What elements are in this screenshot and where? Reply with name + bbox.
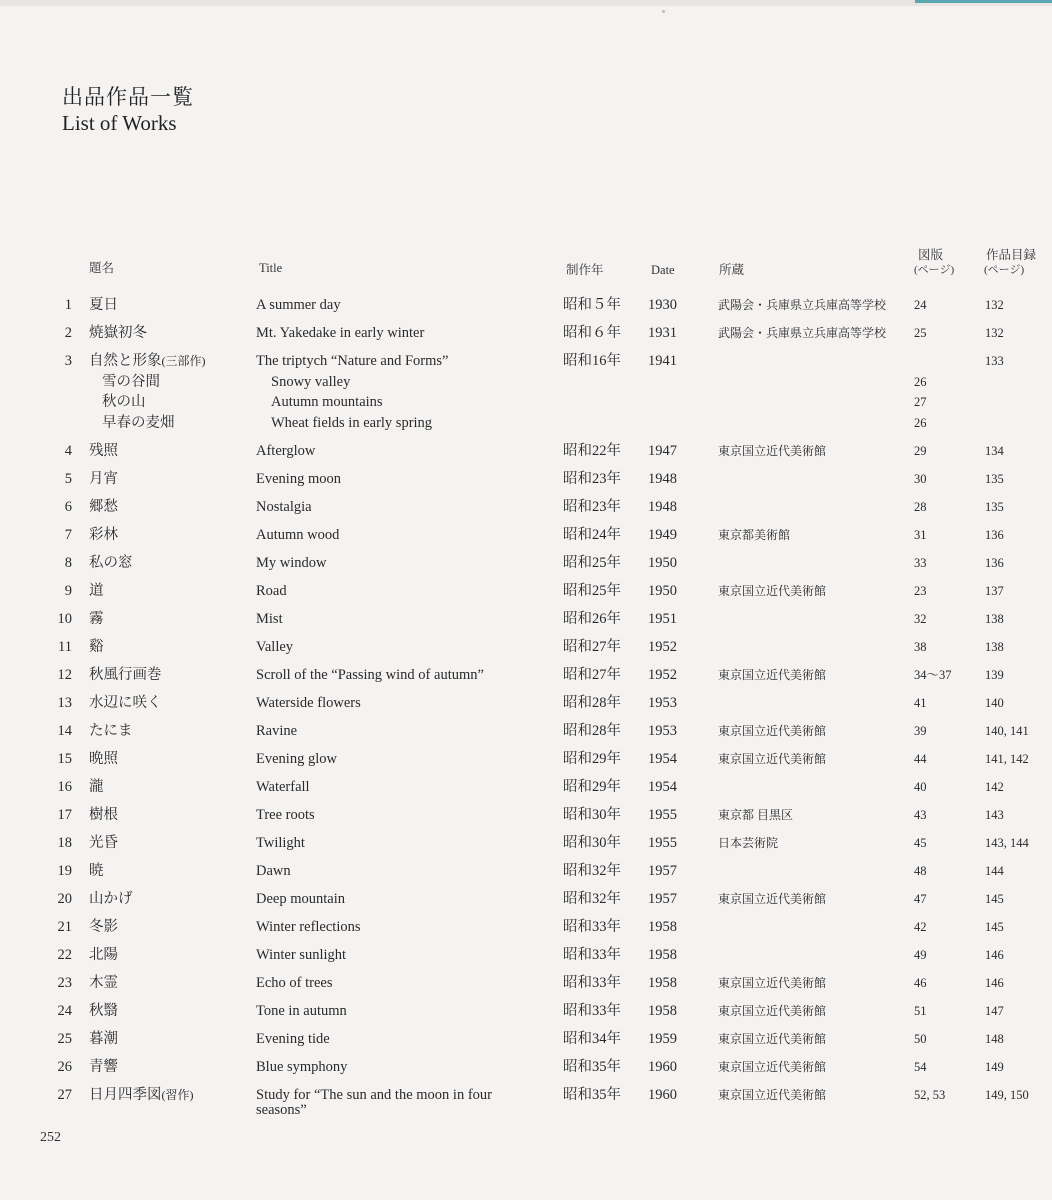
table-row [0,749,1052,769]
page-number: 252 [40,1130,61,1145]
work-title-ja [89,1085,194,1105]
part-plate-page: 26 [914,375,927,389]
work-year: 1953 [648,695,677,711]
work-title-en: Dawn [256,863,291,879]
work-era: 昭和22年 [563,443,621,459]
work-number: 4 [64,443,72,459]
table-row [0,973,1052,993]
work-title-ja: 私の窓 [89,555,133,571]
work-plate-page: 24 [914,298,927,312]
table-row [0,1001,1052,1021]
work-title-ja: 北陽 [89,947,118,963]
part-title-en: Wheat fields in early spring [271,415,433,431]
work-catalog-page: 139 [985,668,1004,682]
work-plate-page: 44 [914,752,927,766]
work-plate-page: 31 [914,528,927,542]
work-title-en: Waterside flowers [256,695,361,711]
work-year: 1959 [648,1031,677,1047]
work-collection: 武陽会・兵庫県立兵庫高等学校 [718,298,887,312]
page-top-edge [0,0,1052,6]
table-row [0,295,1052,315]
work-plate-page: 43 [914,808,927,822]
work-collection: 武陽会・兵庫県立兵庫高等学校 [718,326,887,340]
work-number: 23 [57,975,72,991]
work-era: 昭和32年 [563,863,621,879]
table-subrow [0,372,1052,392]
work-year: 1953 [648,723,677,739]
col-era: 制作年 [566,263,604,277]
work-plate-page: 40 [914,780,927,794]
work-title-ja [89,351,206,371]
work-title-en: The triptych “Nature and Forms” [256,353,449,369]
work-plate-page: 45 [914,836,927,850]
work-era: 昭和26年 [563,611,621,627]
work-year: 1952 [648,639,677,655]
heading-title-en: List of Works [62,111,177,135]
work-title-ja: 秋翳 [89,1003,118,1019]
table-row [0,693,1052,713]
work-number: 10 [57,611,72,627]
work-collection: 東京国立近代美術館 [718,1004,827,1018]
work-plate-page: 46 [914,976,927,990]
table-row [0,1085,1052,1118]
table-row [0,609,1052,629]
work-title-en: Autumn wood [256,527,340,543]
work-title-ja: 光昏 [89,835,118,851]
heading-title-ja: 出品作品一覧 [62,85,194,109]
work-year: 1955 [648,807,677,823]
work-title-ja: 霧 [89,611,104,627]
work-collection: 東京都 目黒区 [718,808,794,822]
work-number: 13 [57,695,72,711]
col-date: Date [651,263,675,277]
work-collection: 日本芸術院 [718,836,779,850]
work-number: 25 [57,1031,72,1047]
table-row [0,351,1052,371]
work-title-en: Evening moon [256,471,341,487]
table-row [0,665,1052,685]
work-number: 1 [64,297,72,313]
work-plate-page: 52, 53 [914,1088,946,1102]
table-row [0,323,1052,343]
work-number: 8 [64,555,72,571]
work-title-ja: 夏日 [89,297,118,313]
work-catalog-page: 144 [985,864,1004,878]
work-era: 昭和29年 [563,779,621,795]
work-plate-page: 47 [914,892,927,906]
work-catalog-page: 140, 141 [985,724,1029,738]
work-title-ja: 谿 [89,639,104,655]
table-row [0,777,1052,797]
table-subrow [0,413,1052,433]
work-era: 昭和23年 [563,499,621,515]
work-title-en: Blue symphony [256,1059,348,1075]
work-era: 昭和28年 [563,723,621,739]
part-title-ja: 早春の麦畑 [102,415,175,431]
work-number: 26 [57,1059,72,1075]
work-title-ja-text: 日月四季図 [89,1087,162,1103]
table-subrow [0,392,1052,412]
work-title-ja: 樹根 [89,807,118,823]
work-year: 1930 [648,297,677,313]
work-collection: 東京都美術館 [718,528,791,542]
work-era: 昭和23年 [563,471,621,487]
work-title-en: Echo of trees [256,975,333,991]
teal-edge-strip [915,0,1052,3]
work-title-en: A summer day [256,297,341,313]
work-year: 1960 [648,1059,677,1075]
work-collection: 東京国立近代美術館 [718,1060,827,1074]
work-plate-page: 38 [914,640,927,654]
work-era: 昭和30年 [563,835,621,851]
work-catalog-page: 142 [985,780,1004,794]
work-year: 1948 [648,471,677,487]
col-title-ja: 題名 [89,261,115,275]
col-collection: 所蔵 [719,263,745,277]
work-title-ja: 道 [89,583,104,599]
work-title-en: Scroll of the “Passing wind of autumn” [256,667,484,683]
work-catalog-page: 136 [985,556,1004,570]
work-era: 昭和33年 [563,1003,621,1019]
work-era: 昭和27年 [563,639,621,655]
work-era: 昭和34年 [563,1031,621,1047]
table-row [0,833,1052,853]
table-row [0,889,1052,909]
work-era: 昭和29年 [563,751,621,767]
work-title-en: Evening tide [256,1031,330,1047]
work-year: 1947 [648,443,677,459]
work-era: 昭和33年 [563,947,621,963]
work-title-ja: 残照 [89,443,118,459]
work-plate-page: 33 [914,556,927,570]
work-catalog-page: 132 [985,298,1004,312]
work-title-note: (三部作) [161,354,206,368]
work-title-ja: 木霊 [89,975,118,991]
work-title-en: Tone in autumn [256,1003,347,1019]
table-row [0,581,1052,601]
work-year: 1951 [648,611,677,627]
work-era: 昭和33年 [563,975,621,991]
col-catalog-sub: (ページ) [984,264,1025,276]
work-era: 昭和32年 [563,891,621,907]
work-number: 15 [57,751,72,767]
paper-speck [662,10,665,13]
work-era: 昭和30年 [563,807,621,823]
work-title-ja: 暮潮 [89,1031,118,1047]
work-year: 1950 [648,583,677,599]
work-catalog-page: 135 [985,472,1004,486]
work-title-en: Study for “The sun and the moon in four [256,1087,492,1103]
work-plate-page: 25 [914,326,927,340]
work-title-ja: 月宵 [89,471,118,487]
work-catalog-page: 135 [985,500,1004,514]
work-title-ja: 山かげ [89,891,133,907]
work-title-en: Winter reflections [256,919,361,935]
work-title-en: Waterfall [256,779,310,795]
work-number: 14 [57,723,72,739]
work-era: 昭和６年 [563,325,621,341]
work-title-ja: 秋風行画巻 [89,667,162,683]
work-catalog-page: 149 [985,1060,1004,1074]
work-title-ja: 水辺に咲く [89,695,162,711]
work-title-en: Twilight [256,835,305,851]
work-number: 18 [57,835,72,851]
work-catalog-page: 141, 142 [985,752,1029,766]
part-plate-page: 27 [914,395,927,409]
work-plate-page: 34〜37 [914,668,952,682]
work-title-note: (習作) [161,1088,194,1102]
table-row [0,917,1052,937]
work-title-en: My window [256,555,327,571]
work-catalog-page: 136 [985,528,1004,542]
work-era: 昭和27年 [563,667,621,683]
work-era: 昭和33年 [563,919,621,935]
work-title-ja: 瀧 [89,779,104,795]
work-collection: 東京国立近代美術館 [718,668,827,682]
work-number: 6 [64,499,72,515]
work-plate-page: 28 [914,500,927,514]
work-plate-page: 42 [914,920,927,934]
work-title-ja: 青響 [89,1059,118,1075]
work-plate-page: 48 [914,864,927,878]
work-collection: 東京国立近代美術館 [718,976,827,990]
work-title-en: Mt. Yakedake in early winter [256,325,425,341]
work-title-en: Tree roots [256,807,315,823]
work-catalog-page: 148 [985,1032,1004,1046]
work-catalog-page: 140 [985,696,1004,710]
work-number: 19 [57,863,72,879]
work-title-ja: 晩照 [89,751,118,767]
work-title-ja: 冬影 [89,919,118,935]
work-number: 3 [64,353,72,369]
work-catalog-page: 134 [985,444,1004,458]
work-number: 27 [57,1087,72,1103]
part-plate-page: 26 [914,416,927,430]
work-plate-page: 32 [914,612,927,626]
work-number: 16 [57,779,72,795]
work-year: 1957 [648,891,677,907]
col-plate: 図版 [918,248,944,262]
work-title-en: Mist [256,611,283,627]
work-catalog-page: 146 [985,976,1004,990]
work-number: 7 [64,527,72,543]
work-year: 1958 [648,919,677,935]
work-year: 1960 [648,1087,677,1103]
work-number: 21 [57,919,72,935]
table-row [0,469,1052,489]
work-year: 1950 [648,555,677,571]
part-title-ja: 雪の谷間 [102,374,160,390]
work-plate-page: 50 [914,1032,927,1046]
work-era: 昭和５年 [563,297,621,313]
work-era: 昭和24年 [563,527,621,543]
table-row [0,553,1052,573]
table-row [0,637,1052,657]
work-year: 1941 [648,353,677,369]
work-catalog-page: 137 [985,584,1004,598]
table-row [0,497,1052,517]
work-catalog-page: 146 [985,948,1004,962]
work-year: 1948 [648,499,677,515]
part-title-en: Autumn mountains [271,394,383,410]
work-catalog-page: 143 [985,808,1004,822]
work-plate-page: 49 [914,948,927,962]
work-title-en: Valley [256,639,294,655]
work-era: 昭和35年 [563,1059,621,1075]
work-title-en: Ravine [256,723,298,739]
table-row [0,805,1052,825]
work-collection: 東京国立近代美術館 [718,1088,827,1102]
work-era: 昭和16年 [563,353,621,369]
table-row [0,721,1052,741]
part-title-ja: 秋の山 [102,394,146,410]
work-catalog-page: 149, 150 [985,1088,1029,1102]
work-plate-page: 23 [914,584,927,598]
work-collection: 東京国立近代美術館 [718,892,827,906]
work-plate-page: 54 [914,1060,927,1074]
work-title-en: Winter sunlight [256,947,347,963]
work-title-en: Evening glow [256,751,337,767]
work-collection: 東京国立近代美術館 [718,752,827,766]
table-row [0,525,1052,545]
table-row [0,1029,1052,1049]
col-catalog: 作品目録 [986,248,1037,262]
work-plate-page: 29 [914,444,927,458]
work-year: 1957 [648,863,677,879]
work-plate-page: 41 [914,696,927,710]
work-title-ja: 郷愁 [89,499,118,515]
page-heading [62,84,194,137]
work-plate-page: 30 [914,472,927,486]
col-title-en: Title [259,261,283,275]
work-number: 24 [57,1003,72,1019]
work-number: 11 [58,639,72,655]
work-collection: 東京国立近代美術館 [718,444,827,458]
work-number: 12 [57,667,72,683]
work-title-en: Road [256,583,287,599]
work-number: 22 [57,947,72,963]
work-plate-page: 39 [914,724,927,738]
work-plate-page: 51 [914,1004,927,1018]
work-collection: 東京国立近代美術館 [718,724,827,738]
work-catalog-page: 145 [985,920,1004,934]
work-number: 9 [64,583,72,599]
work-year: 1952 [648,667,677,683]
work-year: 1949 [648,527,677,543]
work-title-ja: たにま [89,723,133,739]
table-row [0,441,1052,461]
work-year: 1955 [648,835,677,851]
work-catalog-page: 138 [985,612,1004,626]
work-number: 2 [64,325,72,341]
work-year: 1954 [648,751,677,767]
work-era: 昭和28年 [563,695,621,711]
work-era: 昭和25年 [563,555,621,571]
work-title-ja: 暁 [89,863,104,879]
work-catalog-page: 138 [985,640,1004,654]
part-title-en: Snowy valley [271,374,351,390]
work-catalog-page: 133 [985,354,1004,368]
work-catalog-page: 132 [985,326,1004,340]
work-catalog-page: 143, 144 [985,836,1029,850]
work-year: 1931 [648,325,677,341]
work-number: 20 [57,891,72,907]
work-year: 1954 [648,779,677,795]
work-year: 1958 [648,1003,677,1019]
work-year: 1958 [648,975,677,991]
work-era: 昭和35年 [563,1087,621,1103]
table-row [0,945,1052,965]
work-title-ja-text: 自然と形象 [89,353,162,369]
work-era: 昭和25年 [563,583,621,599]
work-catalog-page: 147 [985,1004,1004,1018]
work-title-en: Nostalgia [256,499,312,515]
work-year: 1958 [648,947,677,963]
work-number: 17 [57,807,72,823]
table-row [0,1057,1052,1077]
work-title-en-continued: seasons” [256,1102,307,1118]
work-number: 5 [64,471,72,487]
col-plate-sub: (ページ) [914,264,955,276]
work-title-ja: 焼嶽初冬 [89,325,147,341]
work-collection: 東京国立近代美術館 [718,1032,827,1046]
work-title-en: Afterglow [256,443,316,459]
work-collection: 東京国立近代美術館 [718,584,827,598]
table-row [0,861,1052,881]
work-catalog-page: 145 [985,892,1004,906]
work-title-ja: 彩林 [89,527,118,543]
work-title-en: Deep mountain [256,891,345,907]
